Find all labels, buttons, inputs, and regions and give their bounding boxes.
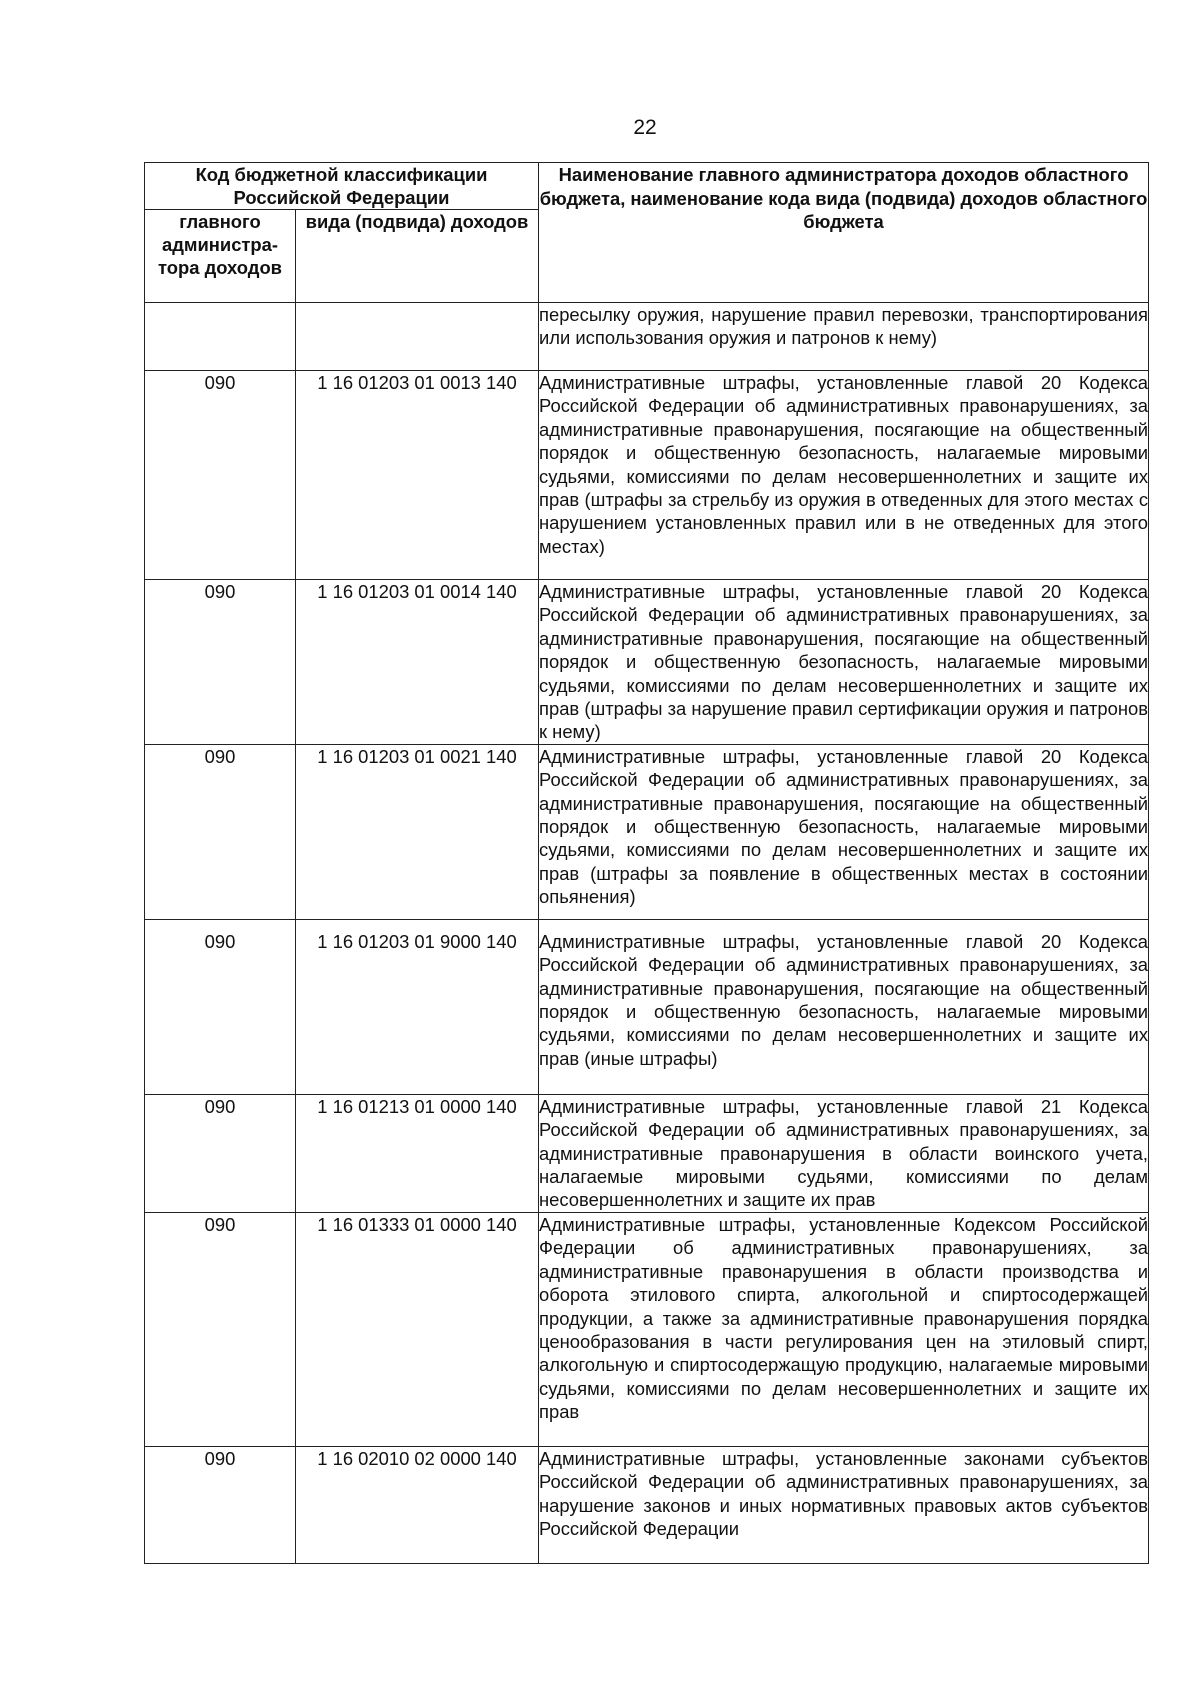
income-name-cell: Административные штрафы, установленные законами субъектов Российской Федерации об административных правонарушениях, за нарушение законов и иных нормативных правовых актов субъектов Российской Федерации xyxy=(539,1446,1149,1563)
income-code-cell: 1 16 01203 01 0013 140 xyxy=(296,371,539,580)
income-name-cell: Административные штрафы, установленные главой 20 Кодекса Российской Федерации об административных правонарушениях, за административные правонарушения, посягающие на общественный порядок и общественную безопасность, налагаемые мировыми судьями, комиссиями по делам несовершеннолетних и защите их прав (иные штрафы) xyxy=(539,919,1149,1094)
income-name-cell: Административные штрафы, установленные Кодексом Российской Федерации об административных правонарушениях, за административные правонарушения в области производства и оборота этилового спирта, алкогольной и спиртосодержащей продукции, а также за административные правонарушения порядка ценообразования в части регулирования цен на этиловый спирт, алкогольную и спиртосодержащую продукцию, налагаемые мировыми судьями, комиссиями по делам несовершеннолетних и защите их прав xyxy=(539,1212,1149,1446)
header-admin-column: главного администра-тора доходов xyxy=(145,210,296,303)
table-row xyxy=(145,371,1149,580)
income-code-cell: 1 16 01203 01 0014 140 xyxy=(296,580,539,745)
table-body xyxy=(145,303,1149,1564)
income-name-cell: Административные штрафы, установленные главой 20 Кодекса Российской Федерации об административных правонарушениях, за административные правонарушения, посягающие на общественный порядок и общественную безопасность, налагаемые мировыми судьями, комиссиями по делам несовершеннолетних и защите их прав (штрафы за нарушение правил сертификации оружия и патронов к нему) xyxy=(539,581,1149,743)
admin-code-cell: 090 xyxy=(145,580,296,745)
income-code-cell: 1 16 01203 01 0021 140 xyxy=(296,744,539,919)
income-name-cell: Административные штрафы, установленные главой 20 Кодекса Российской Федерации об административных правонарушениях, за административные правонарушения, посягающие на общественный порядок и общественную безопасность, налагаемые мировыми судьями, комиссиями по делам несовершеннолетних и защите их прав (штрафы за появление в общественных местах в состоянии опьянения) xyxy=(539,744,1149,919)
income-name-cell: Административные штрафы, установленные главой 20 Кодекса Российской Федерации об административных правонарушениях, за административные правонарушения, посягающие на общественный порядок и общественную безопасность, налагаемые мировыми судьями, комиссиями по делам несовершеннолетних и защите их прав (штрафы за стрельбу из оружия в отведенных для этого местах с нарушением установленных правил или в не отведенных для этого местах) xyxy=(539,371,1149,580)
admin-code-cell: 090 xyxy=(145,1212,296,1446)
admin-code-cell: 090 xyxy=(145,919,296,1094)
income-code-cell: 1 16 02010 02 0000 140 xyxy=(296,1446,539,1563)
table-row xyxy=(145,744,1149,919)
table-row xyxy=(145,1094,1149,1212)
header-code-column: вида (подвида) доходов xyxy=(296,210,539,303)
admin-code-cell xyxy=(145,303,296,371)
table-row xyxy=(145,580,1149,745)
income-name-cell: пересылку оружия, нарушение правил перевозки, транспортирования или использования оружия и патронов к нему) xyxy=(539,303,1149,371)
admin-code-cell: 090 xyxy=(145,371,296,580)
page-number: 22 xyxy=(633,116,657,139)
table-header xyxy=(145,163,1149,303)
table-row xyxy=(145,1446,1149,1563)
income-code-cell: 1 16 01213 01 0000 140 xyxy=(296,1094,539,1212)
income-code-cell: 1 16 01203 01 9000 140 xyxy=(296,919,539,1094)
table-row xyxy=(145,303,1149,371)
budget-classification-table xyxy=(144,162,1149,1564)
admin-code-cell: 090 xyxy=(145,744,296,919)
income-code-cell xyxy=(296,303,539,371)
admin-code-cell: 090 xyxy=(145,1446,296,1563)
income-name-cell: Административные штрафы, установленные главой 21 Кодекса Российской Федерации об административных правонарушениях, за административные правонарушения в области воинского учета, налагаемые мировыми судьями, комиссиями по делам несовершеннолетних и защите их прав xyxy=(539,1095,1149,1211)
admin-code-cell: 090 xyxy=(145,1094,296,1212)
income-code-cell: 1 16 01333 01 0000 140 xyxy=(296,1212,539,1446)
header-group-title: Код бюджетной классификации Российской Федерации xyxy=(145,163,539,210)
table-row xyxy=(145,1212,1149,1446)
table-row xyxy=(145,919,1149,1094)
header-name-column: Наименование главного администратора доходов областного бюджета, наименование кода вида (подвида) доходов областного бюджета xyxy=(539,163,1149,303)
